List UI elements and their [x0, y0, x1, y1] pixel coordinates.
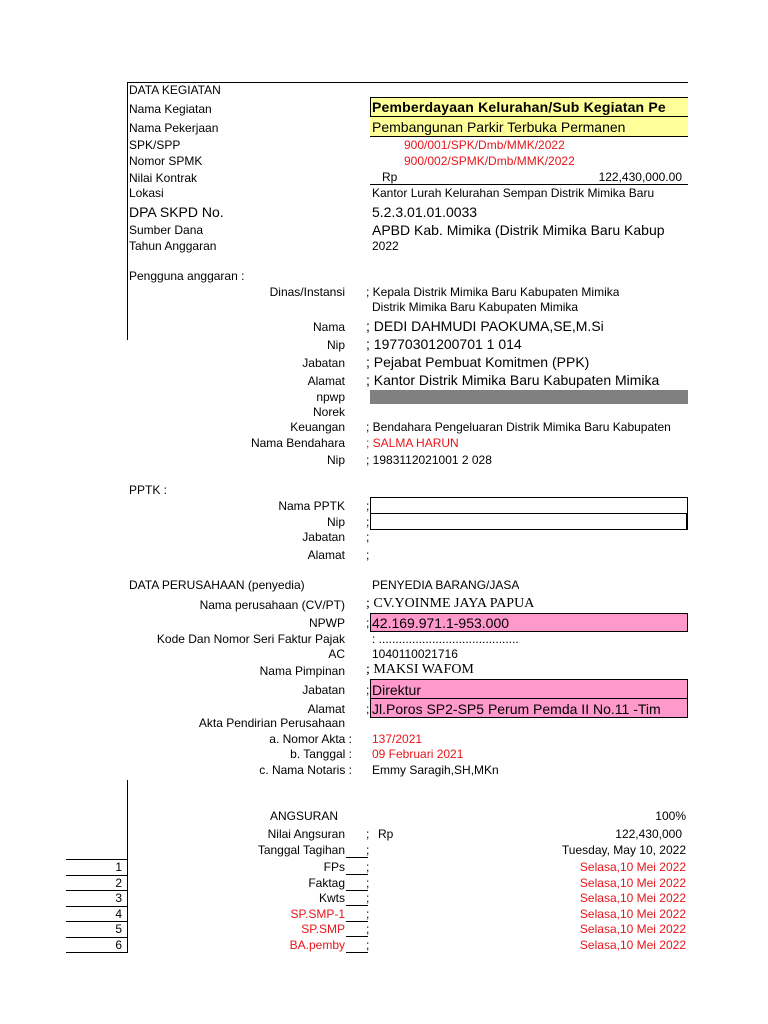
doc-row-number: 5: [115, 922, 122, 936]
nilai-angsuran-value: 122,430,000: [615, 827, 682, 841]
pptk-alamat-label: Alamat: [307, 548, 345, 562]
bendahara-nip-label: Nip: [326, 453, 345, 467]
doc-row-underline: [346, 905, 368, 906]
perusahaan-npwp-sep: ;: [366, 616, 370, 630]
angsuran-percent: 100%: [655, 809, 686, 823]
spmk-value: 900/002/SPMK/Dmb/MMK/2022: [404, 154, 575, 168]
pengguna-npwp-label: npwp: [316, 390, 345, 404]
dpa-value: 5.2.3.01.01.0033: [372, 204, 478, 220]
pptk-alamat-sep: ;: [366, 548, 370, 562]
pengguna-nama-value: ; DEDI DAHMUDI PAOKUMA,SE,M.Si: [366, 318, 604, 334]
perusahaan-alamat-sep: ;: [366, 702, 370, 716]
doc-row-number: 2: [115, 875, 122, 890]
lokasi-value: Kantor Lurah Kelurahan Sempan Distrik Mimika Baru: [372, 186, 655, 200]
pptk-nip-label: Nip: [326, 515, 345, 529]
faktur-label: Kode Dan Nomor Seri Faktur Pajak: [156, 632, 345, 646]
pimpinan-value: ; MAKSI WAFOM: [366, 662, 474, 677]
left-border-bottom: [127, 780, 128, 953]
doc-row-underline: [346, 874, 368, 875]
pptk-nama-input[interactable]: [370, 497, 688, 514]
pptk-jabatan-label: Jabatan: [302, 530, 345, 544]
nilai-kontrak-underline: [370, 184, 688, 185]
sumber-dana-label: Sumber Dana: [129, 223, 204, 237]
data-kegiatan-header: DATA KEGIATAN: [129, 83, 221, 97]
perusahaan-nama-label: Nama perusahaan (CV/PT): [199, 598, 345, 612]
keuangan-value: ; Bendahara Pengeluaran Distrik Mimika Baru Kabupaten: [366, 420, 671, 434]
dinas-value-2: Distrik Mimika Baru Kabupaten Mimika: [372, 300, 579, 314]
doc-row-number: 6: [115, 937, 122, 952]
doc-row-label: SP.SMP-1: [290, 906, 345, 921]
pptk-nama-label: Nama PPTK: [278, 499, 345, 513]
perusahaan-nama-value: ; CV.YOINME JAYA PAPUA: [366, 596, 535, 611]
doc-list-bottom-line: [66, 952, 127, 953]
ac-value: 1040110021716: [372, 647, 458, 661]
perusahaan-npwp-value: 42.169.971.1-953.000: [372, 615, 510, 631]
doc-row-number: 4: [115, 906, 122, 921]
notaris-value: Emmy Saragih,SH,MKn: [372, 763, 499, 777]
lokasi-label: Lokasi: [129, 186, 164, 200]
dinas-value: ; Kepala Distrik Mimika Baru Kabupaten Mimika: [366, 285, 620, 299]
bendahara-label: Nama Bendahara: [250, 436, 345, 450]
perusahaan-jabatan-sep: ;: [366, 683, 370, 697]
doc-row-number: 1: [115, 860, 122, 874]
doc-row-underline: [346, 890, 368, 891]
doc-row-sep: ;: [366, 922, 370, 936]
doc-row-sep: ;: [366, 937, 370, 952]
pengguna-nip-value: ; 19770301200701 1 014: [366, 336, 522, 352]
doc-row-date: Selasa,10 Mei 2022: [579, 875, 686, 890]
faktur-value: : ..........................................: [372, 632, 519, 646]
nilai-angsuran-label: Nilai Angsuran: [267, 827, 345, 841]
tanggal-akta-label: b. Tanggal :: [290, 747, 352, 761]
doc-row-label: FPs: [323, 860, 345, 874]
nomor-akta-label: a. Nomor Akta :: [269, 732, 352, 746]
tagihan-underline: [346, 857, 368, 858]
dpa-label: DPA SKPD No.: [129, 204, 224, 220]
spk-label: SPK/SPP: [129, 138, 181, 152]
pengguna-jabatan-value: ; Pejabat Pembuat Komitmen (PPK): [366, 354, 590, 370]
doc-row-date: Selasa,10 Mei 2022: [579, 922, 686, 936]
doc-row-underline: [346, 921, 368, 922]
pengguna-jabatan-label: Jabatan: [302, 356, 345, 370]
npwp-gray-cell: [370, 390, 688, 404]
nilai-angsuran-sep: ;: [366, 827, 370, 841]
notaris-label: c. Nama Notaris :: [259, 763, 352, 777]
tagihan-label: Tanggal Tagihan: [257, 843, 345, 857]
perusahaan-jabatan-label: Jabatan: [302, 683, 345, 697]
doc-row-date: Selasa,10 Mei 2022: [579, 937, 686, 952]
tahun-label: Tahun Anggaran: [129, 239, 217, 253]
pptk-jabatan-sep: ;: [366, 530, 370, 544]
akta-label: Akta Pendirian Perusahaan: [198, 716, 345, 730]
pengguna-header: Pengguna anggaran :: [129, 269, 245, 283]
pengguna-nip-label: Nip: [326, 338, 345, 352]
tahun-value: 2022: [372, 239, 399, 253]
doc-row-date: Selasa,10 Mei 2022: [579, 891, 686, 905]
doc-row-label: SP.SMP: [301, 922, 345, 936]
doc-row-date: Selasa,10 Mei 2022: [579, 906, 686, 921]
nilai-angsuran-currency: Rp: [378, 827, 394, 841]
doc-row-sep: ;: [366, 860, 370, 874]
spmk-label: Nomor SPMK: [129, 154, 203, 168]
angsuran-label: ANGSURAN: [270, 809, 339, 823]
pptk-nip-sep: ;: [366, 515, 370, 529]
pengguna-alamat-label: Alamat: [307, 374, 345, 388]
pptk-header: PPTK :: [129, 483, 168, 497]
doc-row-label: BA.pemby: [289, 937, 345, 952]
doc-row-date: Selasa,10 Mei 2022: [579, 860, 686, 874]
spk-value: 900/001/SPK/Dmb/MMK/2022: [404, 138, 565, 152]
nilai-kontrak-label: Nilai Kontrak: [129, 171, 198, 185]
nama-pekerjaan-label: Nama Pekerjaan: [129, 121, 219, 135]
pengguna-alamat-value: ; Kantor Distrik Mimika Baru Kabupaten Mimika: [366, 372, 660, 388]
doc-row-sep: ;: [366, 891, 370, 905]
doc-row-sep: ;: [366, 906, 370, 921]
doc-row-underline: [346, 952, 368, 953]
nama-kegiatan-value: Pemberdayaan Kelurahan/Sub Kegiatan Pe: [372, 99, 666, 115]
nilai-kontrak-value: 122,430,000.00: [598, 170, 682, 184]
perusahaan-header-value: PENYEDIA BARANG/JASA: [372, 578, 520, 592]
doc-row-number: 3: [115, 891, 122, 905]
doc-row-label: Kwts: [318, 891, 345, 905]
doc-row-label: Faktag: [308, 875, 345, 890]
sumber-dana-value: APBD Kab. Mimika (Distrik Mimika Baru Kabup: [372, 222, 665, 238]
tanggal-akta-value: 09 Februari 2021: [372, 747, 464, 761]
perusahaan-jabatan-value: Direktur: [372, 682, 422, 698]
left-border-top: [127, 82, 128, 340]
dinas-label: Dinas/Instansi: [269, 285, 345, 299]
doc-row-sep: ;: [366, 875, 370, 890]
nilai-kontrak-currency: Rp: [382, 170, 398, 184]
ac-label: AC: [328, 647, 345, 661]
pengguna-nama-label: Nama: [312, 320, 345, 334]
perusahaan-alamat-label: Alamat: [307, 702, 345, 716]
pptk-nip-input[interactable]: [370, 513, 688, 530]
nomor-akta-value: 137/2021: [372, 732, 423, 746]
doc-row-underline: [346, 936, 368, 937]
pptk-nama-sep: ;: [366, 499, 370, 513]
tagihan-value: Tuesday, May 10, 2022: [561, 843, 686, 857]
bendahara-value: ; SALMA HARUN: [366, 436, 459, 450]
nama-kegiatan-label: Nama Kegiatan: [129, 102, 212, 116]
pimpinan-label: Nama Pimpinan: [259, 664, 345, 678]
keuangan-label: Keuangan: [290, 420, 345, 434]
nama-pekerjaan-value: Pembangunan Parkir Terbuka Permanen: [372, 119, 626, 135]
pengguna-norek-label: Norek: [312, 405, 345, 419]
perusahaan-header: DATA PERUSAHAAN (penyedia): [129, 578, 305, 592]
bendahara-nip-value: ; 1983112021001 2 028: [366, 453, 492, 467]
tagihan-sep: ;: [366, 843, 370, 857]
perusahaan-alamat-value: Jl.Poros SP2-SP5 Perum Pemda II No.11 -Tim: [372, 701, 661, 717]
perusahaan-npwp-label: NPWP: [309, 616, 345, 630]
